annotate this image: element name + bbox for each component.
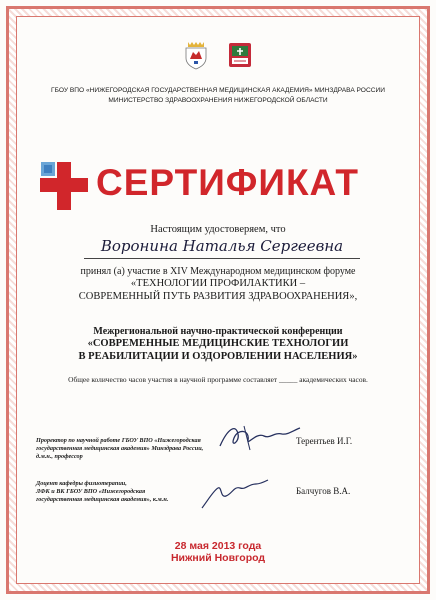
title-row: [38, 158, 398, 214]
academy-emblem-icon: [227, 40, 253, 70]
forum-title: [30, 278, 406, 303]
conference-title-line: В РЕАБИЛИТАЦИИ И ОЗДОРОВЛЕНИИ НАСЕЛЕНИЯ»: [78, 350, 358, 362]
ministry-name: МИНИСТЕРСТВО ЗДРАВООХРАНЕНИЯ НИЖЕГОРОДСКОЙ ОБЛАСТИ: [108, 97, 328, 104]
recipient-name: Воронина Наталья Сергеевна: [100, 237, 344, 255]
signatory-position: [36, 437, 236, 461]
organization-header: [20, 86, 416, 106]
issue-date: 28 мая 2013 года: [174, 540, 262, 552]
issue-date-and-city: [0, 540, 436, 564]
header-emblems: [0, 40, 436, 70]
signatory-position: [36, 480, 211, 504]
participation-text: принял (а) участие в XIV Международном медицинском форуме: [80, 266, 356, 277]
certificate-title: СЕРТИФИКАТ: [96, 162, 360, 203]
signature-icon: [214, 420, 304, 454]
issue-city: Нижний Новгород: [170, 552, 266, 564]
position-line: Проректор по научной работе ГБОУ ВПО «Нижегородская: [36, 437, 201, 444]
hours-statement: Общее количество часов участия в научной программе составляет _____ академических часов.: [68, 375, 368, 384]
forum-title-line: СОВРЕМЕННЫЙ ПУТЬ РАЗВИТИЯ ЗДРАВООХРАНЕНИЯ»,: [78, 290, 358, 302]
medical-cross-icon: [38, 158, 90, 214]
conference-title: [20, 338, 416, 363]
region-coat-of-arms-icon: [183, 40, 209, 70]
name-underline: [84, 258, 360, 259]
conference-intro: Межрегиональной научно-практической конференции: [93, 326, 343, 337]
position-line: д.м.н., профессор: [36, 453, 83, 460]
position-line: Доцент кафедры физиотерапии,: [36, 480, 127, 487]
position-line: государственная медицинская академия» Минздрава России,: [36, 445, 204, 452]
organization-name: ГБОУ ВПО «НИЖЕГОРОДСКАЯ ГОСУДАРСТВЕННАЯ МЕДИЦИНСКАЯ АКАДЕМИЯ» МИНЗДРАВА РОССИИ: [51, 87, 385, 94]
forum-title-line: «ТЕХНОЛОГИИ ПРОФИЛАКТИКИ –: [130, 278, 306, 289]
signatory-name: Терентьев И.Г.: [296, 436, 353, 446]
position-line: ЛФК и ВК ГБОУ ВПО «Нижегородская: [36, 488, 146, 495]
position-line: государственная медицинская академия», к.м.н.: [36, 496, 169, 503]
signature-icon: [198, 478, 270, 512]
conference-title-line: «СОВРЕМЕННЫЕ МЕДИЦИНСКИЕ ТЕХНОЛОГИИ: [87, 338, 349, 349]
intro-text: Настоящим удостоверяем, что: [150, 224, 286, 235]
signatory-name: Балчугов В.А.: [296, 486, 351, 496]
